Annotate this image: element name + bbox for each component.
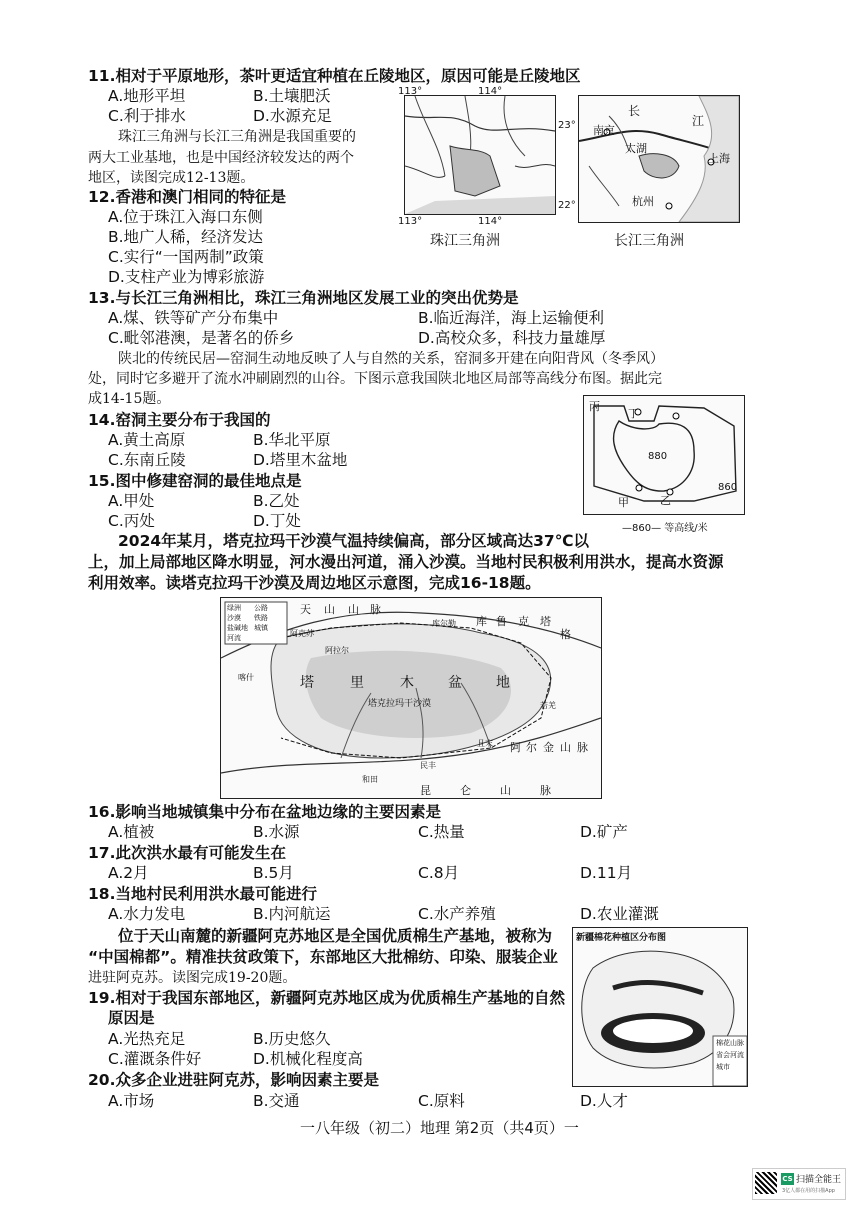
page-footer: 一八年级（初二）地理 第2页（共4页）一 [300, 1119, 579, 1137]
q13-option-c: C.毗邻港澳，是著名的侨乡 [108, 329, 295, 347]
prd-tick-22: 22° [558, 200, 576, 211]
scanner-watermark [752, 1168, 846, 1200]
tarim-legend-desert: 沙漠 [227, 614, 241, 622]
yrd-label-taihu: 太湖 [625, 142, 647, 155]
q11-option-a: A.地形平坦 [108, 87, 186, 105]
tarim-label-basin-ta: 塔 [300, 675, 314, 691]
intro-14-15-line1: 陕北的传统民居—窑洞生动地反映了人与自然的关系，窑洞多开建在向阳背风（冬季风） [118, 351, 664, 367]
tarim-label-basin-li: 里 [350, 675, 364, 691]
tarim-label-basin-di: 地 [496, 675, 510, 691]
q17-option-b: B.5月 [253, 864, 294, 882]
q13-option-d: D.高校众多，科技力量雄厚 [418, 329, 606, 347]
q11-stem: 11.相对于平原地形，茶叶更适宜种植在丘陵地区，原因可能是丘陵地区 [88, 67, 581, 85]
prd-tick-23: 23° [558, 120, 576, 131]
prd-tick-113-bottom: 113° [398, 216, 423, 227]
tarim-label-basin-pen: 盆 [448, 675, 462, 691]
q14-option-a: A.黄土高原 [108, 431, 186, 449]
cotton-legend-cotton: 棉花 [716, 1039, 730, 1047]
tarim-label-a: 阿 [510, 741, 521, 754]
intro-12-13-line3: 地区，读图完成12-13题。 [88, 170, 255, 186]
prd-tick-114-top: 114° [478, 86, 503, 97]
scanner-name: 扫描全能王 [796, 1175, 842, 1185]
q12-option-a: A.位于珠江入海口东侧 [108, 208, 263, 226]
q15-option-b: B.乙处 [253, 492, 300, 510]
tarim-label-ruoqiang: 若羌 [540, 701, 556, 710]
q12-stem: 12.香港和澳门相同的特征是 [88, 188, 286, 206]
q14-option-b: B.华北平原 [253, 431, 331, 449]
cotton-map-title: 新疆棉花种植区分布图 [576, 933, 667, 943]
contour-label-ding: 丁 [628, 407, 639, 420]
q16-option-c: C.热量 [418, 823, 465, 841]
q17-option-c: C.8月 [418, 864, 460, 882]
q18-option-c: C.水产养殖 [418, 905, 496, 923]
yrd-label-hangzhou: 杭州 [632, 195, 654, 208]
q12-option-d: D.支柱产业为博彩旅游 [108, 268, 265, 286]
tarim-legend-road: 公路 [254, 604, 268, 612]
q11-option-b: B.土壤肥沃 [253, 87, 331, 105]
contour-label-yi: 乙 [660, 494, 671, 507]
q19-option-d: D.机械化程度高 [253, 1050, 363, 1068]
scanner-logo-icon: CS [782, 1175, 793, 1183]
contour-label-860: 860 [718, 482, 738, 493]
tarim-label-tian: 天 [300, 603, 311, 616]
q16-stem: 16.影响当地城镇集中分布在盆地边缘的主要因素是 [88, 803, 441, 821]
q13-option-a: A.煤、铁等矿产分布集中 [108, 309, 279, 327]
q15-option-a: A.甲处 [108, 492, 155, 510]
qr-code-icon [755, 1172, 777, 1194]
tarim-label-lu: 鲁 [496, 615, 507, 628]
tarim-label-desert-name: 塔克拉玛干沙漠 [368, 699, 432, 709]
q20-stem: 20.众多企业进驻阿克苏，影响因素主要是 [88, 1071, 379, 1089]
yrd-label-chang: 长 [628, 104, 641, 118]
q12-option-b: B.地广人稀，经济发达 [108, 228, 264, 246]
prd-map-caption: 珠江三角洲 [430, 233, 500, 249]
intro-19-20-line3: 进驻阿克苏。读图完成19-20题。 [88, 970, 297, 986]
tarim-label-ke: 克 [518, 615, 529, 628]
yrd-label-nanjing: 南京 [593, 124, 615, 137]
contour-label-jia: 甲 [618, 496, 629, 509]
q14-option-c: C.东南丘陵 [108, 451, 186, 469]
intro-16-18-line1: 2024年某月，塔克拉玛干沙漠气温持续偏高，部分区域高达37℃以 [118, 532, 589, 550]
tarim-label-kashi: 喀什 [238, 673, 254, 682]
q19-option-c: C.灌溉条件好 [108, 1050, 202, 1068]
tarim-legend-oasis: 绿洲 [227, 604, 241, 612]
q19-stem-line1: 19.相对于我国东部地区，新疆阿克苏地区成为优质棉生产基地的自然 [88, 989, 565, 1007]
yrd-label-jiang: 江 [692, 114, 705, 128]
tarim-label-mai2: 脉 [577, 741, 588, 754]
cotton-legend-mountain: 山脉 [730, 1039, 744, 1047]
tarim-label-mai: 脉 [370, 603, 381, 616]
q20-option-d: D.人才 [580, 1092, 628, 1110]
q18-option-a: A.水力发电 [108, 905, 186, 923]
q20-option-a: A.市场 [108, 1092, 155, 1110]
q16-option-d: D.矿产 [580, 823, 628, 841]
q20-option-b: B.交通 [253, 1092, 300, 1110]
tarim-label-er: 尔 [526, 741, 537, 754]
q13-option-b: B.临近海洋，海上运输便利 [418, 309, 605, 327]
intro-19-20-line1: 位于天山南麓的新疆阿克苏地区是全国优质棉生产基地，被称为 [118, 927, 553, 945]
tarim-label-shan1: 山 [324, 603, 335, 616]
q11-option-c: C.利于排水 [108, 107, 186, 125]
q16-option-b: B.水源 [253, 823, 300, 841]
cotton-legend-river: 河流 [730, 1051, 744, 1059]
q18-option-d: D.农业灌溉 [580, 905, 659, 923]
scanner-subtitle: 3亿人都在用的扫描App [782, 1188, 835, 1194]
pearl-river-delta-map [404, 95, 556, 215]
prd-tick-113-top: 113° [398, 86, 423, 97]
q19-option-a: A.光热充足 [108, 1030, 186, 1048]
intro-19-20-line2: “中国棉都”。精准扶贫政策下，东部地区大批棉纺、印染、服装企业 [88, 948, 558, 966]
tarim-legend-town: 城镇 [254, 624, 268, 632]
intro-14-15-line2: 处，同时它多避开了流水冲刷剧烈的山谷。下图示意我国陕北地区局部等高线分布图。据此完 [88, 371, 662, 387]
q18-stem: 18.当地村民利用洪水最可能进行 [88, 885, 317, 903]
q19-stem-line2: 原因是 [108, 1009, 155, 1027]
prd-tick-114-bottom: 114° [478, 216, 503, 227]
contour-legend: —860— 等高线/米 [622, 523, 708, 534]
tarim-label-ta: 塔 [540, 615, 551, 628]
tarim-label-qiemo: 且末 [477, 739, 493, 748]
q17-option-a: A.2月 [108, 864, 149, 882]
q17-stem: 17.此次洪水最有可能发生在 [88, 844, 286, 862]
cotton-legend-capital: 省会 [716, 1051, 730, 1059]
tarim-label-jin: 金 [543, 741, 554, 754]
q14-option-d: D.塔里木盆地 [253, 451, 348, 469]
intro-14-15-line3: 成14-15题。 [88, 391, 171, 407]
intro-16-18-line3: 利用效率。读塔克拉玛干沙漠及周边地区示意图，完成16-18题。 [88, 574, 541, 592]
tarim-label-kun: 昆 [420, 784, 431, 797]
q15-stem: 15.图中修建窑洞的最佳地点是 [88, 472, 302, 490]
tarim-label-alaer: 阿拉尔 [325, 646, 349, 655]
q13-stem: 13.与长江三角洲相比，珠江三角洲地区发展工业的突出优势是 [88, 289, 519, 307]
intro-12-13-line2: 两大工业基地，也是中国经济较发达的两个 [88, 150, 354, 166]
contour-label-880: 880 [648, 451, 668, 462]
q15-option-c: C.丙处 [108, 512, 155, 530]
tarim-label-ku: 库 [476, 615, 487, 628]
tarim-label-lun: 仑 [460, 784, 471, 797]
q11-option-d: D.水源充足 [253, 107, 332, 125]
tarim-label-ge: 格 [560, 628, 571, 641]
tarim-label-minfeng: 民丰 [420, 761, 436, 770]
tarim-label-akesu: 阿克苏 [290, 629, 314, 638]
tarim-legend-river: 河流 [227, 634, 241, 642]
tarim-label-shan3: 山 [560, 741, 571, 754]
q15-option-d: D.丁处 [253, 512, 301, 530]
cotton-legend-city: 城市 [716, 1063, 730, 1071]
q20-option-c: C.原料 [418, 1092, 465, 1110]
tarim-label-basin-mu: 木 [400, 675, 414, 691]
tarim-label-kuerle: 库尔勒 [432, 619, 456, 628]
intro-16-18-line2: 上，加上局部地区降水明显，河水漫出河道，涌入沙漠。当地村民积极利用洪水，提高水资源 [88, 553, 724, 571]
q17-option-d: D.11月 [580, 864, 633, 882]
q19-option-b: B.历史悠久 [253, 1030, 331, 1048]
contour-label-bing: 丙 [589, 400, 600, 413]
q18-option-b: B.内河航运 [253, 905, 331, 923]
tarim-label-hetian: 和田 [362, 775, 378, 784]
yrd-map-caption: 长江三角洲 [614, 233, 684, 249]
yrd-label-shanghai: 上海 [708, 152, 730, 165]
tarim-legend-saline: 盐碱地 [227, 624, 248, 632]
intro-12-13-line1: 珠江三角洲与长江三角洲是我国重要的 [118, 129, 356, 145]
tarim-label-shan2: 山 [348, 603, 359, 616]
tarim-label-mai3: 脉 [540, 784, 551, 797]
tarim-label-shan4: 山 [500, 784, 511, 797]
q14-stem: 14.窑洞主要分布于我国的 [88, 411, 271, 429]
q16-option-a: A.植被 [108, 823, 155, 841]
tarim-legend-railway: 铁路 [254, 614, 268, 622]
q12-option-c: C.实行“一国两制”政策 [108, 248, 264, 266]
